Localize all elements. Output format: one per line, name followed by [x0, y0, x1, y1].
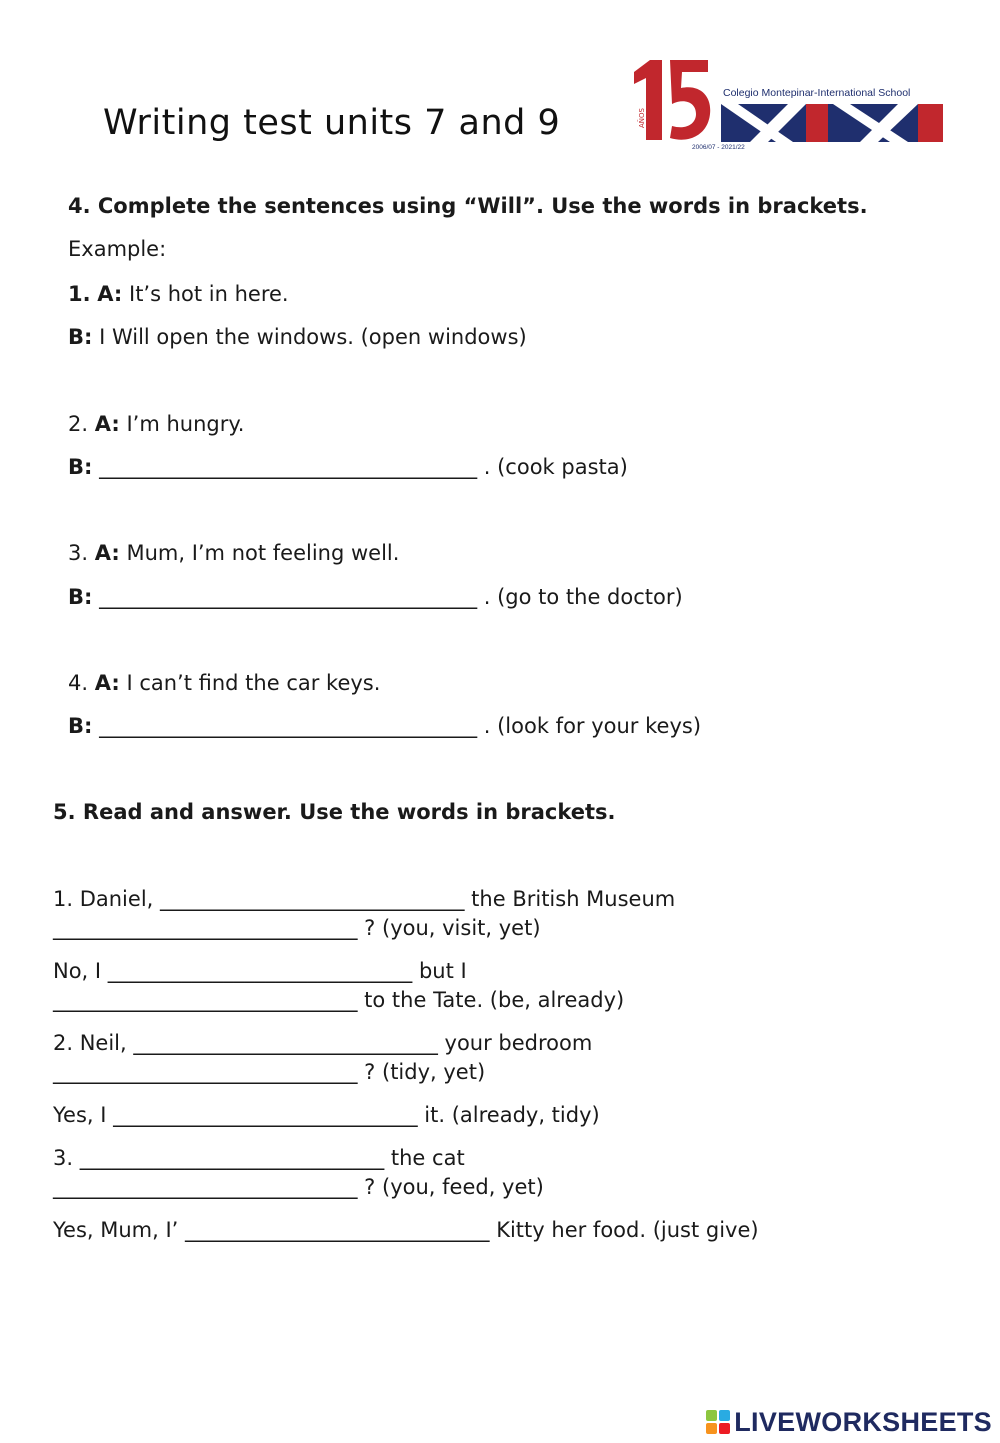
item-4-b-label: B: [68, 714, 93, 738]
item-3-question [68, 540, 399, 566]
item-1-b-label: B: [68, 325, 93, 349]
item-1-b-text: I Will open the windows. (open windows) [92, 325, 527, 349]
item-3-a-text: Mum, I’m not feeling well. [119, 541, 400, 565]
item-3-a-label: A: [94, 541, 120, 565]
item-1-number: 1. [68, 282, 91, 306]
s5-line-4[interactable]: _____________________________ to the Tate. (be, already) [53, 988, 625, 1012]
s5-line-3[interactable]: No, I _____________________________ but I [53, 959, 467, 983]
item-4-question [68, 670, 380, 696]
school-logo [628, 52, 948, 152]
anniversary-15-mark [634, 60, 720, 140]
school-logo-graphic [628, 52, 948, 152]
s5-line-5[interactable]: 2. Neil, _____________________________ your bedroom [53, 1031, 593, 1055]
item-1-answer [68, 324, 527, 350]
page-title: Writing test units 7 and 9 [103, 103, 561, 143]
union-flag-graphic [721, 104, 943, 142]
s5-line-7[interactable]: Yes, I _____________________________ it. (already, tidy) [53, 1103, 600, 1127]
item-4-a-label: A: [94, 671, 120, 695]
item-1-a-text: It’s hot in here. [122, 282, 289, 306]
item-2-blank[interactable]: ____________________________________ [92, 455, 484, 479]
item-2-a-text: I’m hungry. [119, 412, 245, 436]
item-2-hint: . (cook pasta) [483, 455, 628, 479]
item-4-answer [68, 713, 701, 739]
item-1-a-label: A: [97, 282, 123, 306]
s5-line-8[interactable]: 3. _____________________________ the cat [53, 1146, 465, 1170]
item-4-hint: . (look for your keys) [483, 714, 702, 738]
liveworksheets-icon [706, 1410, 730, 1434]
logo-years: 2006/07 - 2021/22 [692, 144, 745, 151]
item-2-question [68, 411, 244, 437]
item-3-blank[interactable]: ____________________________________ [92, 585, 484, 609]
section4-heading: 4. Complete the sentences using “Will”. Use the words in brackets. [68, 194, 868, 218]
item-2-answer [68, 454, 628, 480]
s5-line-9[interactable]: _____________________________ ? (you, feed, yet) [53, 1175, 544, 1199]
s5-line-2[interactable]: _____________________________ ? (you, visit, yet) [53, 916, 541, 940]
liveworksheets-wordmark: LIVEWORKSHEETS [734, 1406, 992, 1437]
s5-line-10[interactable]: Yes, Mum, I’ _____________________________ Kitty her food. (just give) [53, 1218, 759, 1242]
item-2-a-label: A: [94, 412, 120, 436]
item-4-blank[interactable]: ____________________________________ [92, 714, 484, 738]
logo-side-text: AÑOS [638, 108, 646, 128]
item-2-b-label: B: [68, 455, 93, 479]
school-name: Colegio Montepinar-International School [723, 87, 911, 99]
item-4-number: 4. [68, 671, 89, 695]
item-3-b-label: B: [68, 585, 93, 609]
example-label: Example: [68, 237, 167, 261]
liveworksheets-brand[interactable] [706, 1407, 992, 1437]
item-1-question [68, 281, 289, 307]
item-3-hint: . (go to the doctor) [483, 585, 683, 609]
s5-line-6[interactable]: _____________________________ ? (tidy, yet) [53, 1060, 486, 1084]
item-2-number: 2. [68, 412, 89, 436]
item-3-number: 3. [68, 541, 89, 565]
s5-line-1[interactable]: 1. Daniel, _____________________________ the British Museum [53, 887, 676, 911]
section5-heading: 5. Read and answer. Use the words in brackets. [53, 800, 616, 824]
item-3-answer [68, 584, 683, 610]
item-4-a-text: I can’t find the car keys. [119, 671, 381, 695]
